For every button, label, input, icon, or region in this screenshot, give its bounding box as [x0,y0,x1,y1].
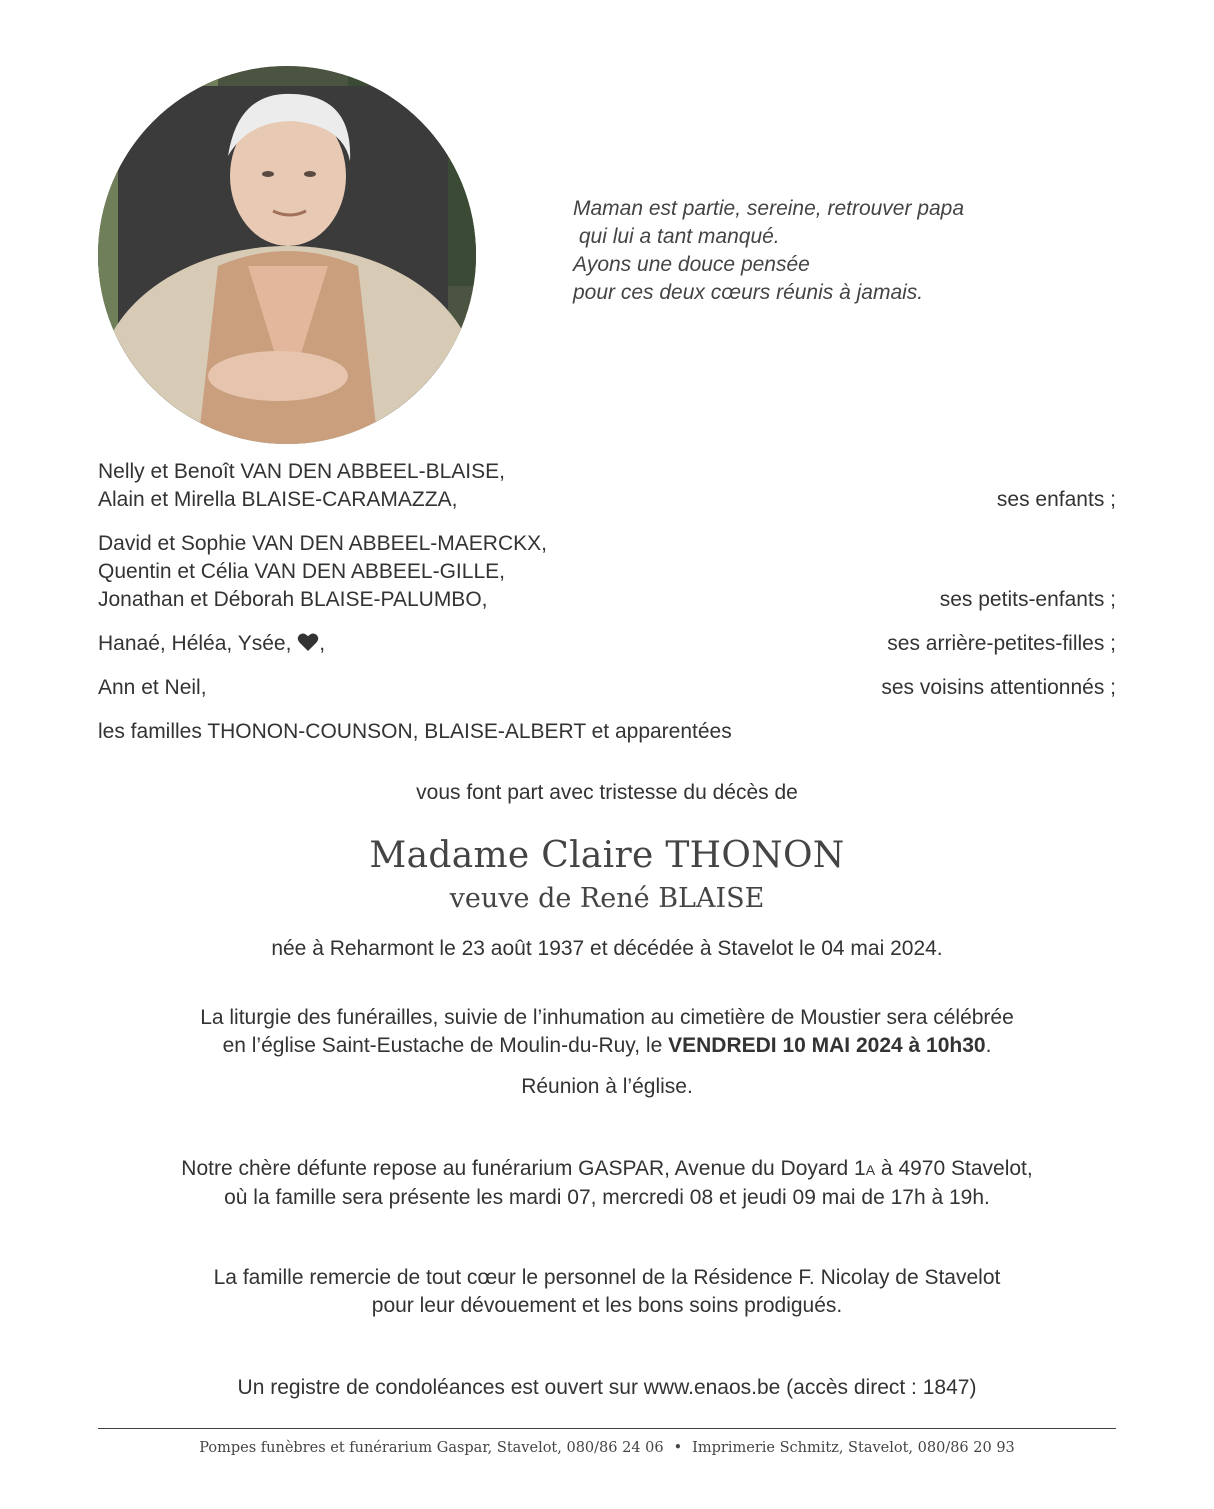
poem-line: Maman est partie, sereine, retrouver papa [573,197,965,220]
poem-line: qui lui a tant manqué. [573,225,780,248]
family-line: Ann et Neil, [98,676,207,699]
condolence-register: Un registre de condoléances est ouvert sur www.enaos.be (accès direct : 1847) [237,1376,977,1399]
rest-block [0,1155,1214,1212]
liturgy-block [0,1004,1214,1060]
poem-line: Ayons une douce pensée [573,253,810,276]
great-grandchildren-block [98,630,1116,658]
widow-line: veuve de René BLAISE [449,883,765,914]
relation-label: ses arrière-petites-filles ; [887,632,1116,655]
portrait-illustration [98,66,476,444]
announcement: vous font part avec tristesse du décès de [416,781,798,804]
funeral-date: VENDREDI 10 MAI 2024 à 10h30 [668,1034,986,1057]
great-grandchildren-names: Hanaé, Héléa, Ysée, [98,632,292,655]
heart-icon [297,632,319,652]
family-line: Nelly et Benoît VAN DEN ABBEEL-BLAISE, [98,460,505,483]
footer-divider [98,1428,1116,1429]
thanks-line: pour leur dévouement et les bons soins prodigués. [371,1294,843,1317]
family-line [98,630,325,658]
family-line: David et Sophie VAN DEN ABBEEL-MAERCKX, [98,532,547,555]
rest-line [0,1155,1214,1184]
family-line: Quentin et Célia VAN DEN ABBEEL-GILLE, [98,560,505,583]
footer-separator: • [673,1440,683,1456]
poem [573,195,964,307]
footer [0,1438,1214,1458]
families-line: les familles THONON-COUNSON, BLAISE-ALBERT et apparentées [98,720,732,743]
heart-comma: , [319,632,326,655]
liturgy-text: en l’église Saint-Eustache de Moulin-du-Ruy, le [222,1034,669,1057]
footer-funeral-home: Pompes funèbres et funérarium Gaspar, Stavelot, 080/86 24 06 [199,1440,664,1456]
footer-printer: Imprimerie Schmitz, Stavelot, 080/86 20 93 [692,1440,1015,1456]
meeting-line: Réunion à l’église. [521,1075,693,1098]
family-line: Jonathan et Déborah BLAISE-PALUMBO, [98,588,488,611]
rest-text: Notre chère défunte repose au funérarium GASPAR, Avenue du Doyard 1 [181,1157,866,1180]
liturgy-period: . [985,1034,992,1057]
rest-text-end: à 4970 Stavelot, [875,1157,1033,1180]
family-line: Alain et Mirella BLAISE-CARAMAZZA, [98,488,458,511]
liturgy-line: La liturgie des funérailles, suivie de l’inhumation au cimetière de Moustier sera célébrée [200,1006,1014,1029]
thanks-line: La famille remercie de tout cœur le personnel de la Résidence F. Nicolay de Stavelot [213,1266,1001,1289]
birth-death-line: née à Reharmont le 23 août 1937 et décédée à Stavelot le 04 mai 2024. [271,937,943,960]
relation-label: ses enfants ; [996,488,1116,511]
rest-line: où la famille sera présente les mardi 07, mercredi 08 et jeudi 09 mai de 17h à 19h. [224,1186,990,1209]
grandchildren-block [98,530,1116,614]
deceased-name: Madame Claire THONON [369,835,845,876]
address-suffix: A [865,1162,876,1178]
poem-line: pour ces deux cœurs réunis à jamais. [573,281,924,304]
children-block [98,458,1116,514]
portrait-photo [98,66,476,444]
liturgy-line [0,1032,1214,1060]
relation-label: ses voisins attentionnés ; [881,676,1116,699]
thanks-block [0,1264,1214,1320]
neighbours-block [98,674,1116,702]
relation-label: ses petits-enfants ; [939,588,1116,611]
